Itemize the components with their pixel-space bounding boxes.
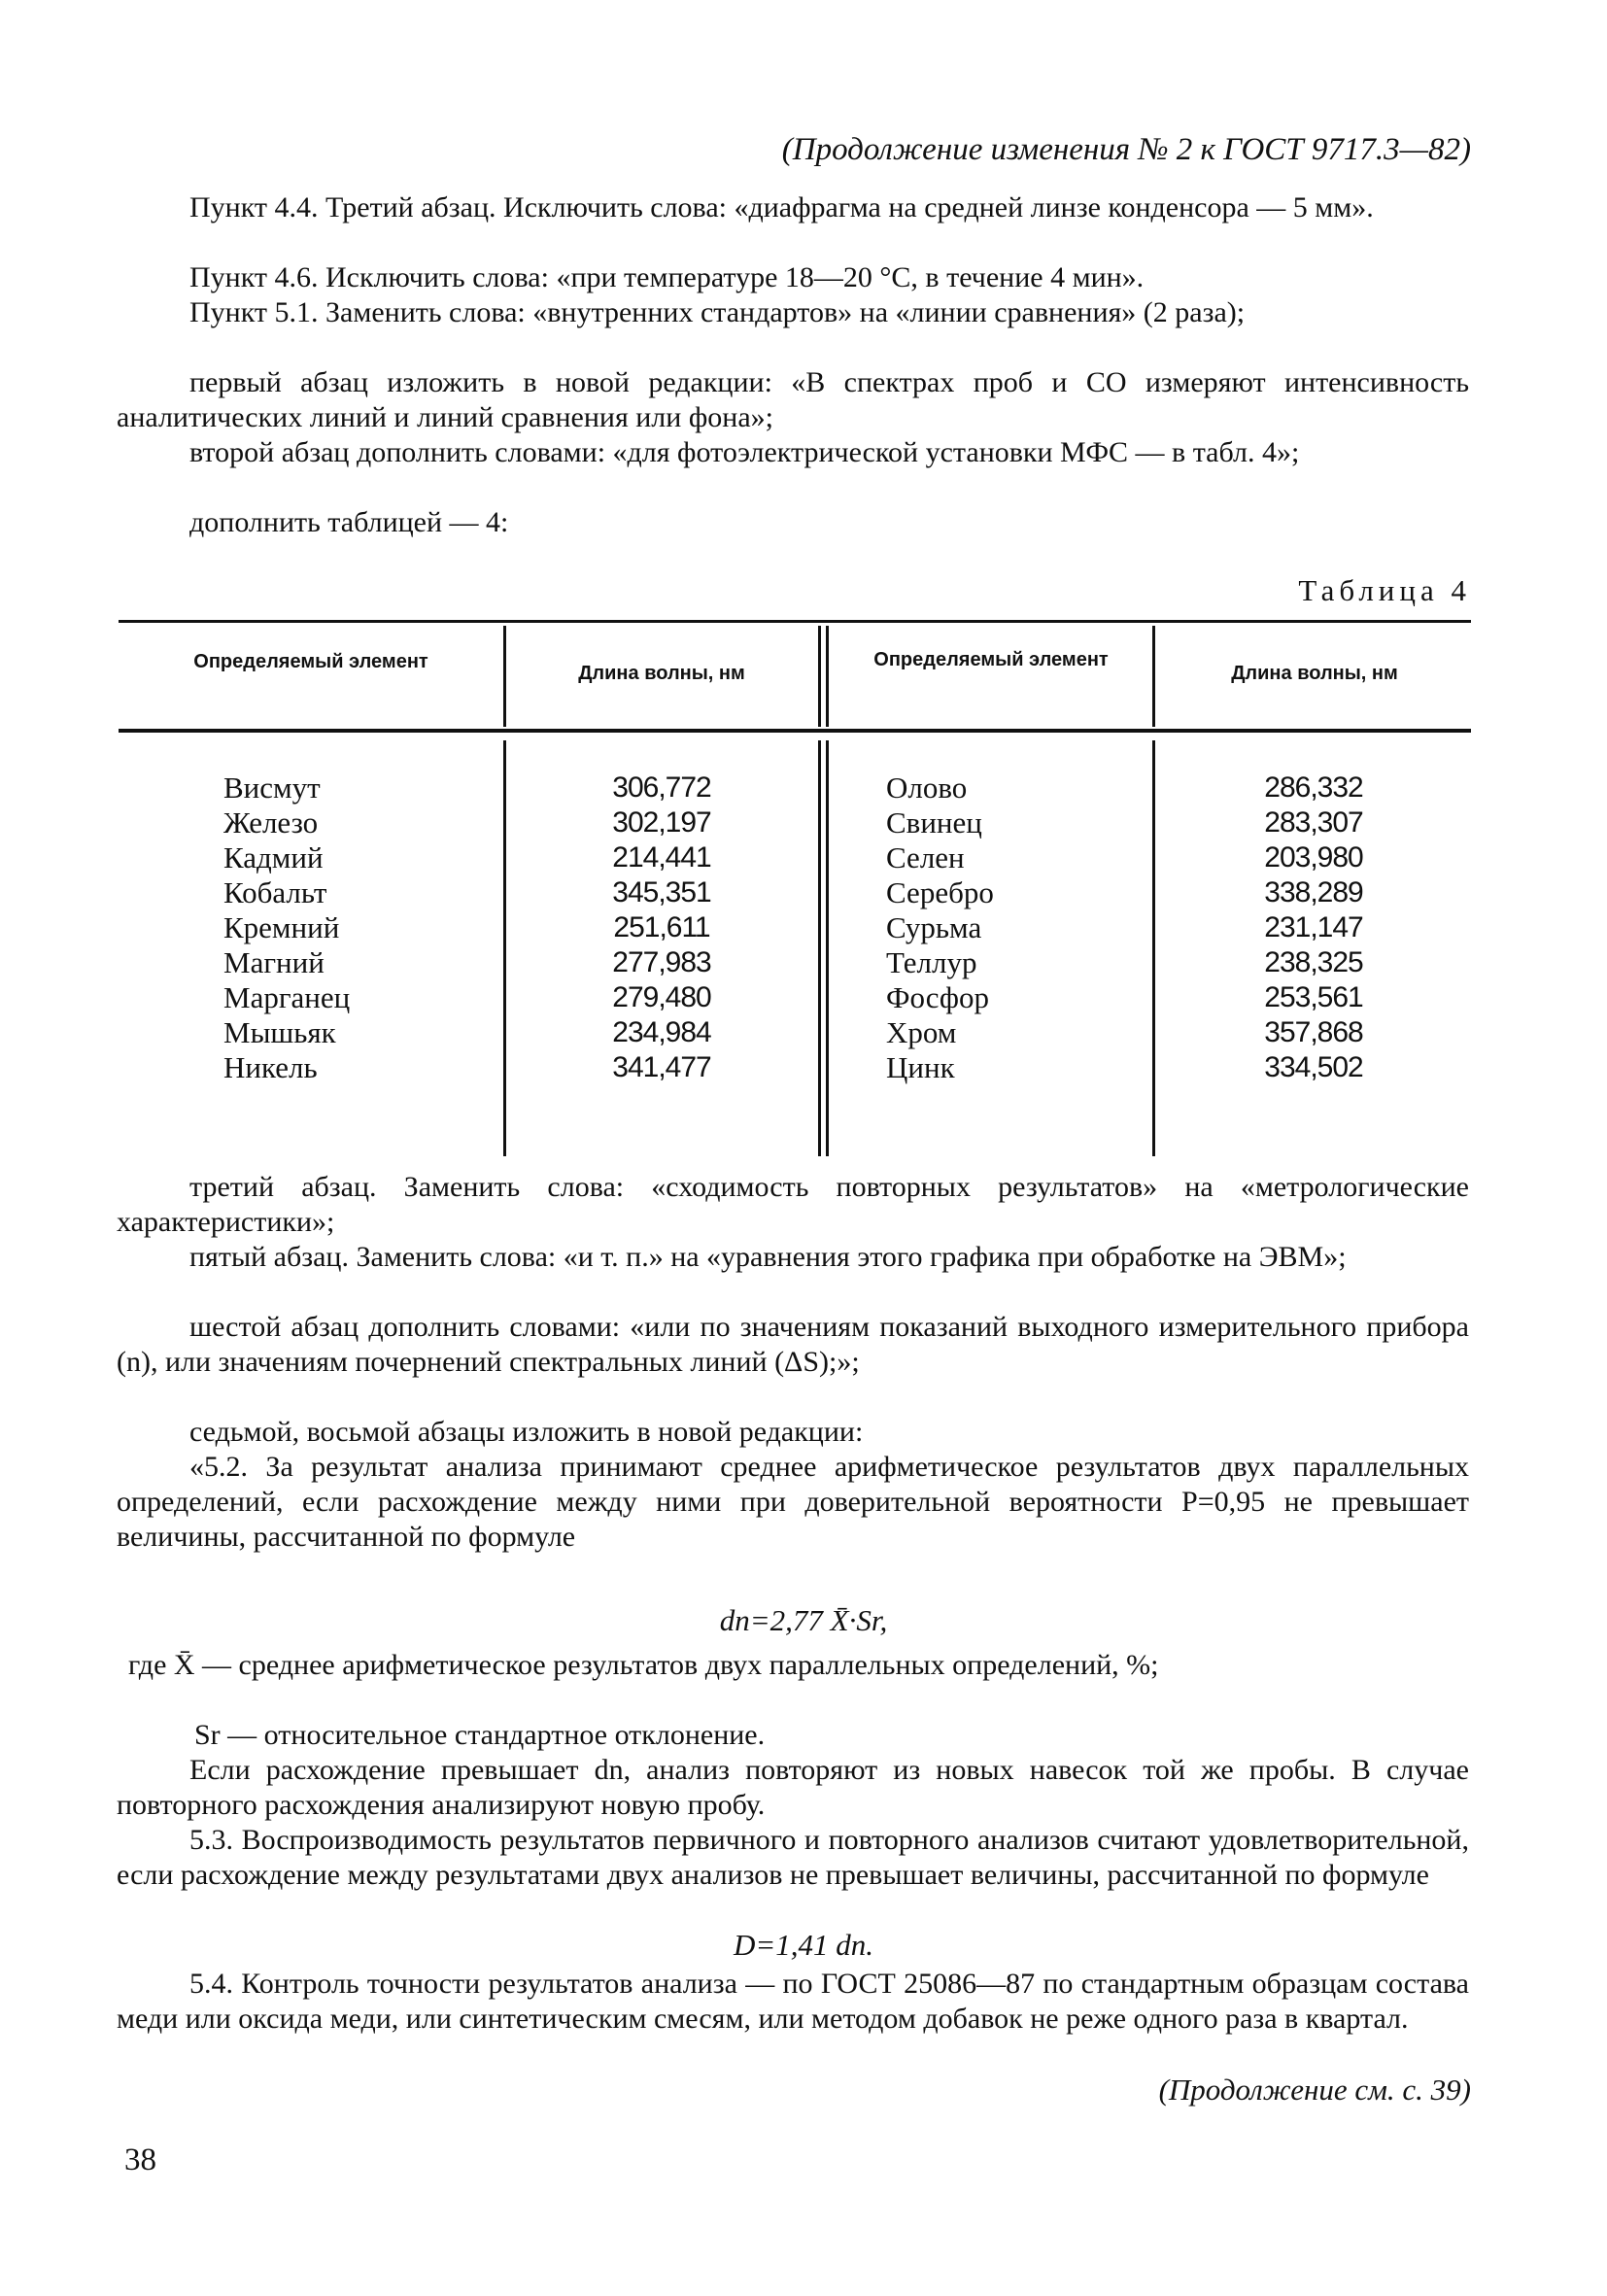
column-right-wavelengths: [1156, 771, 1471, 1085]
column-divider: [1152, 626, 1155, 727]
table-cell: 334,502: [1264, 1051, 1363, 1083]
paragraph: шестой абзац дополнить словами: «или по значениям показаний выходного измерительного прибора (n), или значениям почернений спектральных линий (ΔS);»;: [117, 1311, 1469, 1378]
paragraph: Пункт 5.1. Заменить слова: «внутренних стандартов» на «линии сравнения» (2 раза);: [189, 296, 1246, 328]
paragraph: Пункт 4.4. Третий абзац. Исключить слова: «диафрагма на средней линзе конденсора — 5 мм».: [189, 191, 1374, 223]
paragraph: второй абзац дополнить словами: «для фотоэлектрической установки МФС — в табл. 4»;: [189, 436, 1300, 468]
table-top-rule: [119, 620, 1471, 623]
table-caption: Таблица 4: [1298, 573, 1471, 607]
table-cell: 238,325: [1264, 946, 1363, 978]
paragraph: седьмой, восьмой абзацы изложить в новой редакции:: [189, 1416, 864, 1448]
wavelength-table: [119, 620, 1471, 1156]
table-cell: Цинк: [886, 1050, 955, 1084]
table-cell: Кремний: [223, 910, 340, 944]
table-cell: Кобальт: [223, 875, 327, 909]
paragraph: 5.3. Воспроизводимость результатов первичного и повторного анализов считают удовлетворительной, если расхождение между результатами двух анализов не превышает величины, рассчитанной по формуле: [117, 1824, 1469, 1891]
header-wavelength-left: Длина волны, нм: [578, 663, 745, 684]
header-element-left: Определяемый элемент: [193, 651, 428, 672]
table-cell: Олово: [886, 771, 968, 805]
column-divider: [503, 740, 506, 1156]
table-cell: 283,307: [1264, 806, 1363, 839]
table-cell: Теллур: [886, 945, 977, 979]
table-cell: Марганец: [223, 980, 351, 1014]
page-header: (Продолжение изменения № 2 к ГОСТ 9717.3—82): [781, 132, 1471, 167]
continuation-note: (Продолжение см. с. 39): [1158, 2073, 1471, 2107]
table-cell: 302,197: [612, 806, 711, 839]
table-cell: Кадмий: [223, 840, 324, 874]
paragraph: Если расхождение превышает dn, анализ повторяют из новых навесок той же пробы. В случае повторного расхождения анализируют новую пробу.: [117, 1754, 1469, 1821]
table-cell: Хром: [886, 1015, 957, 1049]
table-header-rule: [119, 729, 1471, 733]
formula-dn: dn=2,77 X̄·Sr,: [719, 1603, 888, 1637]
paragraph: 5.4. Контроль точности результатов анализа — по ГОСТ 25086—87 по стандартным образцам состава меди или оксида меди, или синтетическим смесям, или методом добавок не реже одного раза в квартал.: [117, 1968, 1469, 2035]
table-cell: 277,983: [612, 946, 711, 978]
table-cell: 231,147: [1264, 911, 1363, 943]
table-cell: Железо: [223, 805, 319, 840]
table-cell: Никель: [223, 1050, 318, 1084]
column-left-elements: [223, 771, 496, 1085]
column-divider: [818, 740, 821, 1156]
table-cell: 341,477: [612, 1051, 711, 1083]
table-cell: 306,772: [612, 771, 711, 804]
table-cell: 253,561: [1264, 981, 1363, 1013]
column-divider: [818, 626, 821, 727]
page-number: 38: [124, 2142, 156, 2177]
table-cell: 345,351: [612, 876, 711, 908]
column-left-wavelengths: [507, 771, 816, 1085]
paragraph: «5.2. За результат анализа принимают среднее арифметическое результатов двух параллельных определений, если расхождение между ними при доверительной вероятности P=0,95 не превышает величины, рассчитанной по формуле: [117, 1451, 1469, 1553]
table-cell: 251,611: [613, 911, 710, 943]
table-cell: 357,868: [1264, 1016, 1363, 1048]
column-right-elements: [886, 771, 1148, 1085]
header-element-right: Определяемый элемент: [873, 649, 1109, 670]
table-cell: 234,984: [612, 1016, 711, 1048]
table-cell: Сурьма: [886, 910, 982, 944]
table-cell: 286,332: [1264, 771, 1363, 804]
table-cell: Селен: [886, 840, 965, 874]
table-cell: Серебро: [886, 875, 994, 909]
table-cell: 338,289: [1264, 876, 1363, 908]
paragraph: Пункт 4.6. Исключить слова: «при температуре 18—20 °С, в течение 4 мин».: [189, 261, 1145, 293]
definition-x: где X̄ — среднее арифметическое результатов двух параллельных определений, %;: [128, 1649, 1159, 1681]
paragraph: первый абзац изложить в новой редакции: «В спектрах проб и СО измеряют интенсивность аналитических линий и линий сравнения или фона»;: [117, 366, 1469, 433]
formula-d: D=1,41 dn.: [733, 1928, 874, 1962]
table-cell: Висмут: [223, 771, 321, 805]
table-cell: 203,980: [1264, 841, 1363, 874]
table-cell: Свинец: [886, 805, 982, 840]
column-divider: [1152, 740, 1155, 1156]
table-cell: Магний: [223, 945, 325, 979]
column-divider: [503, 626, 506, 727]
table-cell: 214,441: [612, 841, 711, 874]
definition-sr: Sr — относительное стандартное отклонение.: [194, 1719, 766, 1751]
header-wavelength-right: Длина волны, нм: [1231, 663, 1398, 684]
paragraph: дополнить таблицей — 4:: [189, 506, 509, 538]
paragraph: третий абзац. Заменить слова: «сходимость повторных результатов» на «метрологические характеристики»;: [117, 1171, 1469, 1238]
column-divider: [826, 626, 829, 727]
table-cell: Фосфор: [886, 980, 989, 1014]
column-divider: [826, 740, 829, 1156]
paragraph: пятый абзац. Заменить слова: «и т. п.» на «уравнения этого графика при обработке на ЭВМ»;: [189, 1241, 1347, 1273]
table-cell: Мышьяк: [223, 1015, 336, 1049]
table-cell: 279,480: [612, 981, 711, 1013]
